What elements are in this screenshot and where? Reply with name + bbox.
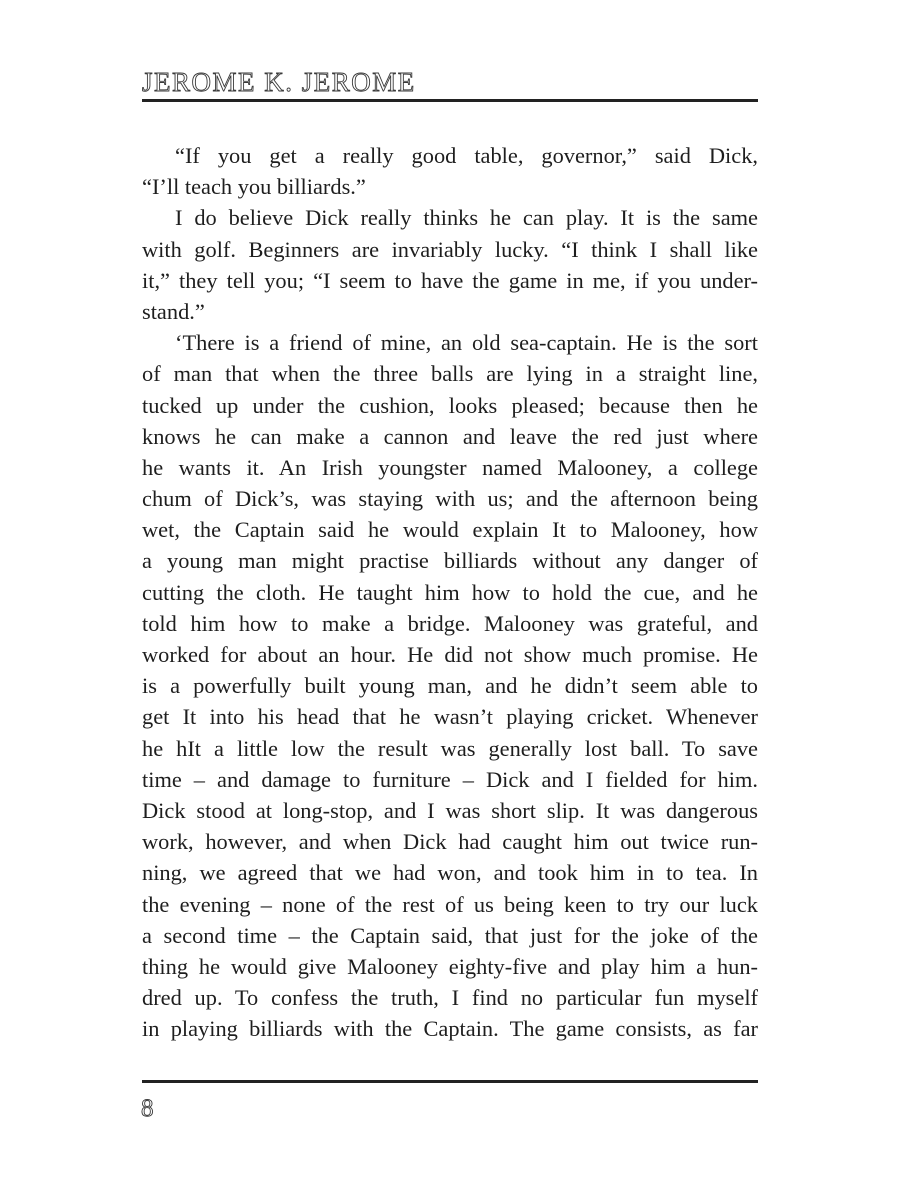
text-line: “If you get a really good table, governor,” said Dick, xyxy=(175,143,758,168)
text-line: tucked up under the cushion, looks pleased; because then he xyxy=(142,392,758,418)
text-line: thing he would give Malooney eighty-five and play him a hun- xyxy=(142,953,758,979)
text-line: of man that when the three balls are lying in a straight line, xyxy=(142,361,758,387)
text-line: Dick stood at long-stop, and I was short slip. It was dangerous xyxy=(142,797,758,823)
text-line: ning, we agreed that we had won, and took him in to tea. In xyxy=(142,860,758,886)
page-number: 8 xyxy=(141,1095,154,1122)
text-line: work, however, and when Dick had caught him out twice run- xyxy=(142,829,758,855)
text-line: “I’ll teach you billiards.” xyxy=(142,174,366,200)
text-line: he hIt a little low the result was generally lost ball. To save xyxy=(142,735,758,761)
body-text xyxy=(142,140,758,1044)
text-line: worked for about an hour. He did not show much promise. He xyxy=(142,642,758,667)
text-line: with golf. Beginners are invariably lucky. “I think I shall like xyxy=(142,236,758,262)
text-line: told him how to make a bridge. Malooney was grateful, and xyxy=(142,610,758,636)
text-line: wet, the Captain said he would explain It to Malooney, how xyxy=(142,517,758,543)
text-line: in playing billiards with the Captain. The game consists, as far xyxy=(142,1016,758,1042)
text-line: cutting the cloth. He taught him how to hold the cue, and he xyxy=(142,579,758,605)
running-head: JEROME K. JEROME xyxy=(142,67,416,97)
text-line: he wants it. An Irish youngster named Malooney, a college xyxy=(142,454,758,480)
text-line: ‘There is a friend of mine, an old sea-captain. He is the sort xyxy=(175,330,758,356)
text-line: knows he can make a cannon and leave the red just where xyxy=(142,423,758,449)
text-line: I do believe Dick really thinks he can play. It is the same xyxy=(175,205,758,231)
footer-rule xyxy=(142,1080,758,1083)
text-line: the evening – none of the rest of us being keen to try our luck xyxy=(142,891,758,917)
text-line: dred up. To confess the truth, I find no particular fun myself xyxy=(142,985,758,1011)
text-line: stand.” xyxy=(142,298,205,324)
header-rule xyxy=(142,99,758,102)
text-line: chum of Dick’s, was staying with us; and the afternoon being xyxy=(142,486,758,512)
text-line: time – and damage to furniture – Dick and I fielded for him. xyxy=(142,766,758,792)
text-line: get It into his head that he wasn’t playing cricket. Whenever xyxy=(142,704,758,730)
text-line: is a powerfully built young man, and he didn’t seem able to xyxy=(142,673,758,699)
text-line: a young man might practise billiards without any danger of xyxy=(142,548,758,574)
text-line: a second time – the Captain said, that just for the joke of the xyxy=(142,922,758,948)
text-line: it,” they tell you; “I seem to have the game in me, if you under- xyxy=(142,267,758,293)
